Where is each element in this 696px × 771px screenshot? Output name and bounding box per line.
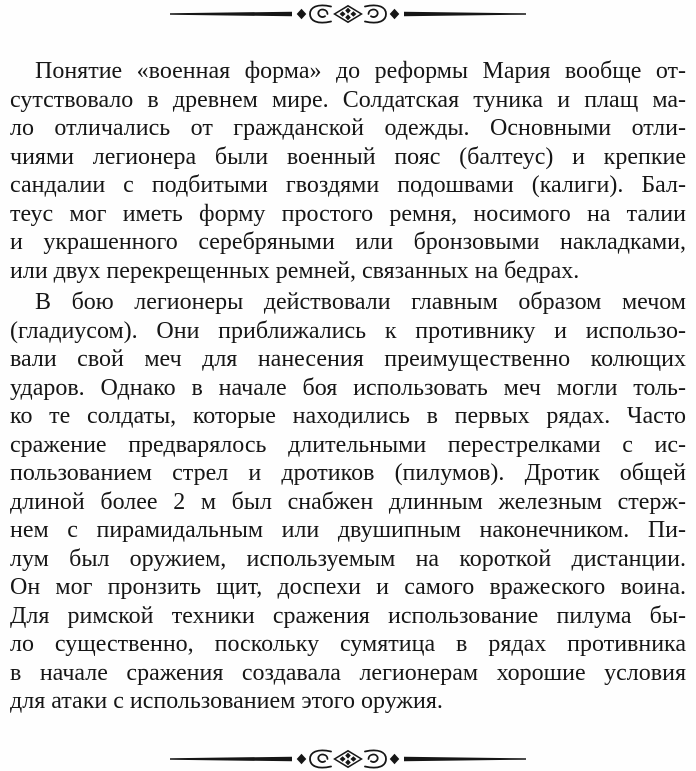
page-text — [0, 25, 696, 748]
text-line: или двух перекрещенных ремней, связанных на бедрах. — [10, 257, 580, 284]
text-line: лум был оружием, используемым на короткой дистанции. — [10, 545, 686, 572]
text-line: сражение предварялось длительными перестрелками с ис- — [10, 431, 686, 458]
text-line: ко те солдаты, которые находились в первых рядах. Часто — [10, 403, 686, 429]
paragraph — [10, 57, 686, 285]
text-line: и украшенного серебряными или бронзовыми накладками, — [10, 229, 686, 255]
text-line: чиями легионера были военный пояс (балтеус) и крепкие — [10, 143, 686, 170]
text-line: ло отличались от гражданской одежды. Основными отли- — [10, 115, 686, 141]
paragraph — [10, 288, 686, 716]
text-line: Понятие «военная форма» до реформы Мария вообще от- — [35, 58, 686, 84]
text-line: Он мог пронзить щит, доспехи и самого вражеского воина. — [10, 574, 686, 600]
bottom-ornament-divider — [0, 748, 696, 770]
text-line: пользованием стрел и дротиков (пилумов). Дротик общей — [10, 460, 686, 486]
text-line: в начале сражения создавала легионерам хорошие условия — [10, 659, 686, 686]
ornamental-rule-icon — [170, 748, 526, 770]
ornamental-rule-icon — [170, 3, 526, 25]
text-line: для атаки с использованием этого оружия. — [10, 688, 443, 714]
top-ornament-divider — [0, 3, 696, 25]
text-line: Для римской техники сражения использование пилума бы- — [10, 602, 686, 629]
text-line: сутствовало в древнем мире. Солдатская туника и плащ ма- — [10, 86, 686, 113]
text-line: нем с пирамидальным или двушипным наконечником. Пи- — [10, 517, 686, 543]
text-line: теус мог иметь форму простого ремня, носимого на талии — [10, 200, 686, 227]
text-line: вали свой меч для нанесения преимущественно колющих — [10, 346, 686, 372]
text-line: длиной более 2 м был снабжен длинным железным стерж- — [10, 488, 686, 515]
text-line: ло существенно, поскольку сумятица в рядах противника — [10, 631, 686, 657]
text-line: В бою легионеры действовали главным образом мечом — [35, 289, 686, 315]
text-line: сандалии с подбитыми гвоздями подошвами (калиги). Бал- — [10, 172, 686, 198]
text-line: (гладиусом). Они приближались к противнику и использо- — [10, 317, 686, 344]
text-line: ударов. Однако в начале боя использовать меч могли толь- — [10, 374, 686, 401]
